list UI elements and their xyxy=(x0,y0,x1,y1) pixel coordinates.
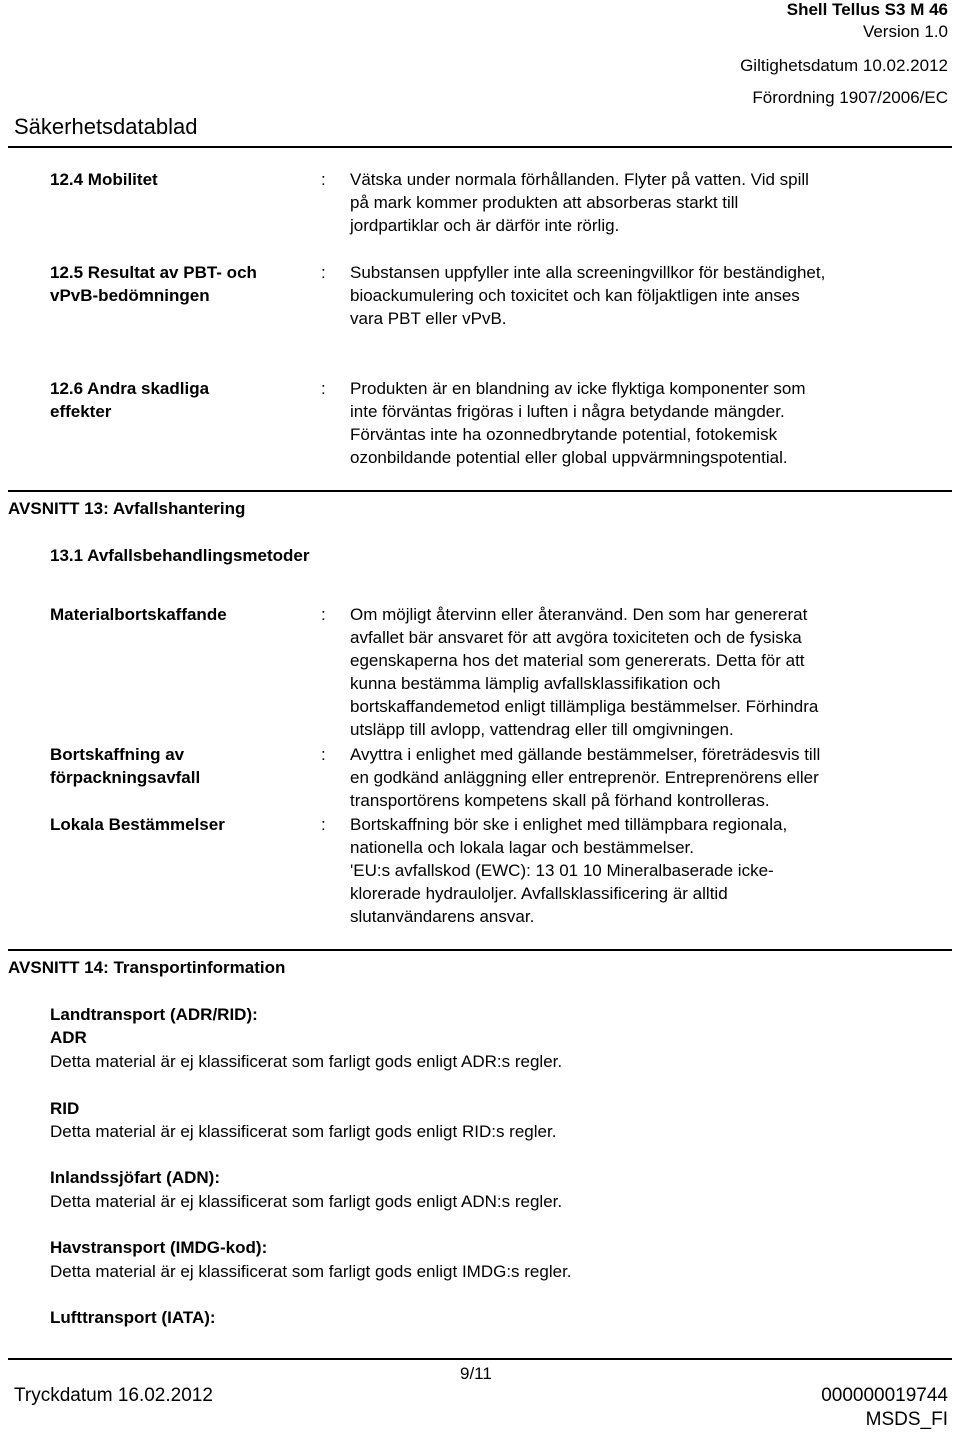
section-12-5-text: Substansen uppfyller inte alla screeningvillkor för beständighet, bioackumulering och toxicitet och kan följaktligen inte anses vara PBT eller vPvB. xyxy=(350,263,826,328)
packaging-disposal-text: Avyttra i enlighet med gällande bestämmelser, företrädesvis till en godkänd anläggning eller entreprenör. Entreprenörens eller transportörens kompetens skall på förhand kontrolleras. xyxy=(350,745,821,810)
adr-text: Detta material är ej klassificerat som farligt gods enligt ADR:s regler. xyxy=(50,1052,563,1071)
header-rule xyxy=(8,146,952,148)
colon: : xyxy=(321,263,326,282)
section-13-1-heading: 13.1 Avfallsbehandlingsmetoder xyxy=(50,546,310,565)
land-transport-heading: Landtransport (ADR/RID): xyxy=(50,1005,258,1024)
validity-date: Giltighetsdatum 10.02.2012 xyxy=(740,56,948,75)
air-transport-heading: Lufttransport (IATA): xyxy=(50,1308,216,1327)
regulation-label: Förordning 1907/2006/EC xyxy=(752,88,948,107)
rid-text: Detta material är ej klassificerat som farligt gods enligt RID:s regler. xyxy=(50,1122,557,1141)
document-number: 000000019744 xyxy=(821,1385,948,1406)
print-date: Tryckdatum 16.02.2012 xyxy=(14,1385,213,1406)
adr-heading: ADR xyxy=(50,1028,87,1047)
inland-waterway-text: Detta material är ej klassificerat som farligt gods enligt ADN:s regler. xyxy=(50,1192,563,1211)
colon: : xyxy=(321,745,326,764)
colon: : xyxy=(321,379,326,398)
local-regulations-label: Lokala Bestämmelser xyxy=(50,815,225,834)
section-14-rule xyxy=(8,949,952,951)
page-number: 9/11 xyxy=(460,1364,492,1383)
section-12-6-text: Produkten är en blandning av icke flyktiga komponenter som inte förväntas frigöras i luften i några betydande mängder. Förväntas inte ha ozonnedbrytande potential, fotokemisk ozonbildande potential eller global uppvärmningspotential. xyxy=(350,379,806,467)
colon: : xyxy=(321,605,326,624)
version-label: Version 1.0 xyxy=(862,22,948,41)
material-disposal-text: Om möjligt återvinn eller återanvänd. Den som har genererat avfallet bär ansvaret för att avgöra toxiciteten och de fysiska egenskaperna hos det material som genererats. Detta för att kunna bestämma lämplig avfallsklassifikation och bortskaffandemetod enligt tillämpliga bestämmelser. Förhindra utsläpp till avlopp, vattendrag eller till omgivningen. xyxy=(350,605,819,739)
product-name: Shell Tellus S3 M 46 xyxy=(786,0,948,19)
packaging-disposal-label: Bortskaffning av förpackningsavfall xyxy=(50,745,201,787)
section-12-4-label: 12.4 Mobilitet xyxy=(50,170,158,189)
section-12-4-text: Vätska under normala förhållanden. Flyter på vatten. Vid spill på mark kommer produkten att absorberas starkt till jordpartiklar och är därför inte rörlig. xyxy=(350,170,809,235)
local-regulations-text: Bortskaffning bör ske i enlighet med tillämpbara regionala, nationella och lokala lagar och bestämmelser. 'EU:s avfallskod (EWC): 13 01 10 Mineralbaserade icke- klorerade hydrauloljer. Avfallsklassificering är alltid slutanvändarens ansvar. xyxy=(350,815,788,926)
sea-transport-heading: Havstransport (IMDG-kod): xyxy=(50,1238,268,1257)
inland-waterway-heading: Inlandssjöfart (ADN): xyxy=(50,1168,220,1187)
section-13-heading: AVSNITT 13: Avfallshantering xyxy=(8,499,246,518)
section-14-heading: AVSNITT 14: Transportinformation xyxy=(8,958,286,977)
sea-transport-text: Detta material är ej klassificerat som farligt gods enligt IMDG:s regler. xyxy=(50,1262,572,1281)
document-title: Säkerhetsdatablad xyxy=(14,114,198,139)
rid-heading: RID xyxy=(50,1099,80,1118)
colon: : xyxy=(321,170,326,189)
colon: : xyxy=(321,815,326,834)
section-12-6-label: 12.6 Andra skadliga effekter xyxy=(50,379,210,421)
footer-rule xyxy=(8,1358,952,1360)
material-disposal-label: Materialbortskaffande xyxy=(50,605,227,624)
document-type: MSDS_FI xyxy=(865,1409,948,1430)
section-13-rule xyxy=(8,490,952,492)
section-12-5-label: 12.5 Resultat av PBT- och vPvB-bedömningen xyxy=(50,263,257,305)
